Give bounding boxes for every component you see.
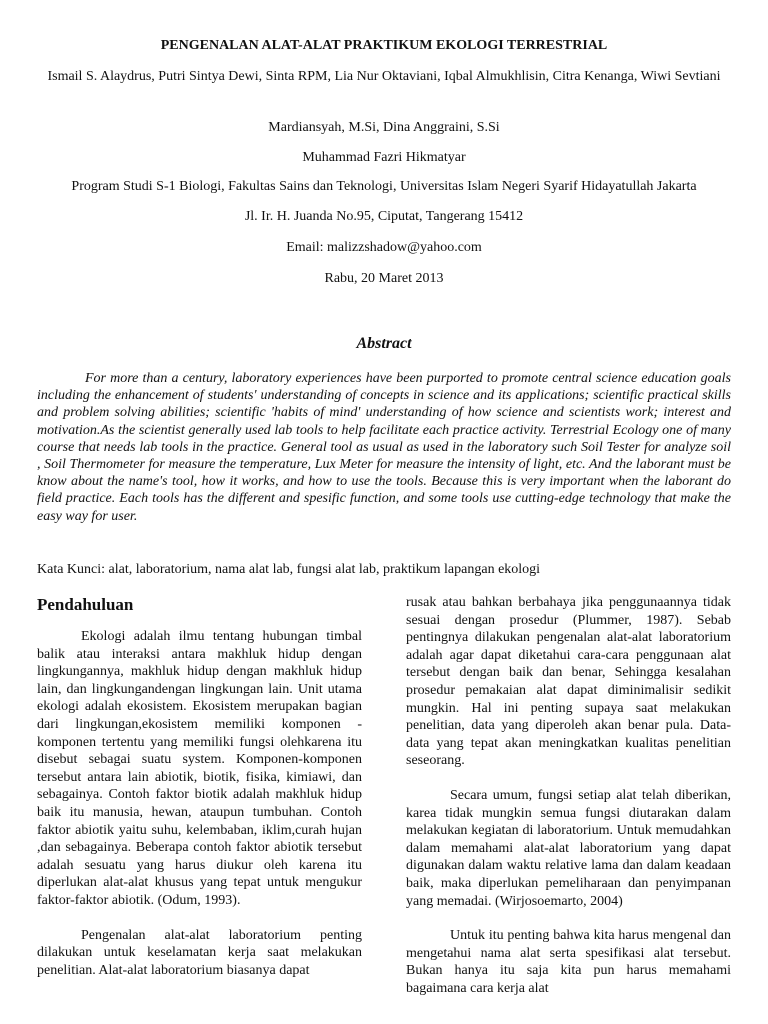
abstract-text: For more than a century, laboratory experiences have been purported to promote central science education goals including the enhancement of students' understanding of concepts in science and its applications; scientific practical skills and problem solving abilities; scientific 'habits of mind' understanding of how science and scientists work; interest and motivation.As the scientist generally used lab tools to help facilitate each practice activity. Terrestrial Ecology one of many course that needs lab tools in the practice. General tool as usual as used in the laboratory such Soil Tester for analyze soil , Soil Thermometer for measure the temperature, Lux Meter for measure the intensity of light, etc. And the laborant must be know about the name's tool, how it works, and how to use the tools. Because this is very important when the laborant do field practice. Each tools has the different and spesific function, and some tools use cutting-edge technology that make the easy way for user. (37, 371, 731, 524)
paragraph: Pengenalan alat-alat laboratorium penting dilakukan untuk keselamatan kerja saat melakukan penelitian. Alat-alat laboratorium biasanya dapat (37, 927, 362, 978)
abstract-body (37, 370, 731, 525)
abstract-heading: Abstract (356, 335, 412, 352)
affiliation: Program Studi S-1 Biologi, Fakultas Sains dan Teknologi, Universitas Islam Negeri Syarif Hidayatullah Jakarta (71, 179, 697, 194)
paragraph: rusak atau bahkan berbahaya jika penggunaannya tidak sesuai dengan prosedur (Plummer, 1987). Sebab pentingnya dilakukan pengenalan alat-alat laboratorium adalah agar dapat diketahui cara-cara penggunaan alat tersebut dengan baik dan benar, Sehingga kesalahan prosedur pemakaian alat dapat diminimalisir sedikit mungkin. Hal ini penting supaya saat melakukan penelitian, data yang diperoleh akan benar pula. Data-data yang tepat akan meningkatkan kualitas penelitian seseorang. (406, 595, 731, 769)
paragraph: Untuk itu penting bahwa kita harus mengenal dan mengetahui nama alat serta spesifikasi alat tersebut. Bukan hanya itu saja kita pun harus memahami bagaimana cara kerja alat (406, 928, 731, 996)
keywords: Kata Kunci: alat, laboratorium, nama alat lab, fungsi alat lab, praktikum lapangan ekologi (37, 562, 541, 577)
paragraph: Secara umum, fungsi setiap alat telah diberikan, karea tidak mungkin semua fungsi diutarakan dalam melakukan kegiatan di laboratorium. Untuk memudahkan dalam memahami alat-alat laboratorium yang dapat digunakan dalam waktu relative lama dan dalam keadaan baik, maka diperlukan pemeliharaan dan penyimpanan yang memadai. (Wirjosoemarto, 2004) (406, 787, 731, 909)
supervisors: Mardiansyah, M.Si, Dina Anggraini, S.Si (268, 120, 500, 135)
assistant: Muhammad Fazri Hikmatyar (302, 150, 466, 165)
email: Email: malizzshadow@yahoo.com (286, 240, 482, 255)
paragraph: Ekologi adalah ilmu tentang hubungan timbal balik atau interaksi antara makhluk hidup dengan lingkungannya, makhluk hidup dengan makhluk hidup lain, dan lingkungandengan lingkungan lain. Unit utama ekologi adalah ekosistem. Ekosistem merupakan bagian dari lingkungan,ekosistem memiliki komponen - komponen tertentu yang memiliki fungsi olehkarena itu disebut sebagai suatu system. Komponen-komponen tersebut antara lain abiotik, biotik, fisika, kimiawi, dan sebagainya. Contoh faktor biotik adalah makhluk hidup baik itu manusia, hewan, ataupun tumbuhan. Contoh faktor abiotik yaitu suhu, kelembaban, iklim,curah hujan ,dan sebagainya. Beberapa contoh faktor abiotik tersebut adalah sesuatu yang harus diukur oleh karena itu diperlukan alat-alat khusus yang tepat untuk mengukur faktor-faktor abiotik. (Odum, 1993). (37, 629, 362, 908)
author-list: Ismail S. Alaydrus, Putri Sintya Dewi, Sinta RPM, Lia Nur Oktaviani, Iqbal Almukhlisin, Citra Kenanga, Wiwi Sevtiani (47, 69, 721, 84)
section-heading-pendahuluan: Pendahuluan (37, 595, 134, 614)
right-column (406, 594, 731, 997)
address: Jl. Ir. H. Juanda No.95, Ciputat, Tangerang 15412 (244, 209, 524, 224)
paper-title: PENGENALAN ALAT-ALAT PRAKTIKUM EKOLOGI TERRESTRIAL (160, 38, 608, 53)
date: Rabu, 20 Maret 2013 (324, 271, 444, 286)
left-column (37, 594, 362, 979)
